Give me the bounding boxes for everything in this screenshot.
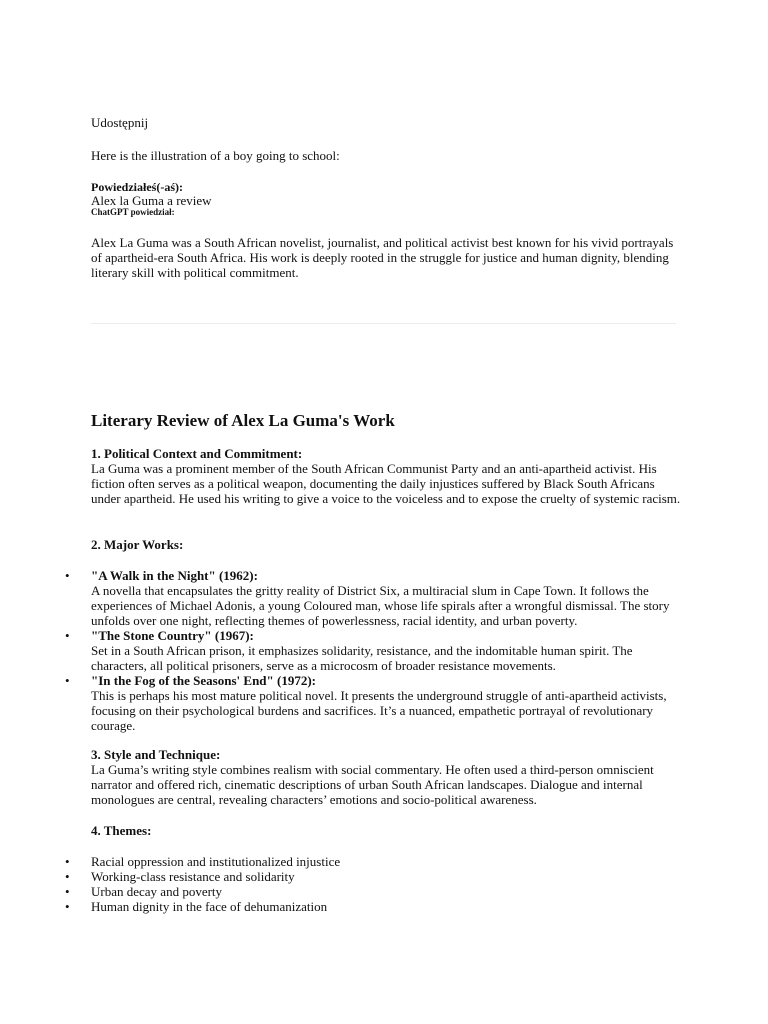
themes-list <box>91 854 681 914</box>
section-themes <box>91 823 681 838</box>
section-body: La Guma was a prominent member of the South African Communist Party and an anti-apartheid activist. His fiction often serves as a political weapon, documenting the daily injustices suffered by Black South Africans under apartheid. He used his writing to give a voice to the voiceless and to expose the cruelty of systemic racism. <box>91 461 681 506</box>
work-title: • "The Stone Country" (1967): <box>91 628 254 643</box>
review-title: Literary Review of Alex La Guma's Work <box>91 411 395 430</box>
answer-intro: Alex La Guma was a South African novelist, journalist, and political activist best known for his vivid portrayals of apartheid-era South Africa. His work is deeply rooted in the struggle for justice and human dignity, blending literary skill with political commitment. <box>91 235 674 280</box>
work-title: • "In the Fog of the Seasons' End" (1972): <box>91 673 316 688</box>
section-style-technique <box>91 747 681 807</box>
list-item: • Human dignity in the face of dehumanization <box>91 899 681 914</box>
divider <box>91 323 676 324</box>
section-political-context <box>91 446 681 506</box>
list-item: • Working-class resistance and solidarity <box>91 869 681 884</box>
intro-line: Here is the illustration of a boy going to school: <box>91 148 340 163</box>
section-heading: 1. Political Context and Commitment: <box>91 446 303 461</box>
list-item: • Urban decay and poverty <box>91 884 681 899</box>
list-item: • Racial oppression and institutionalized injustice <box>91 854 681 869</box>
list-item <box>91 568 681 628</box>
share-link[interactable]: Udostępnij <box>91 115 149 130</box>
section-heading: 3. Style and Technique: <box>91 747 221 762</box>
work-description: Set in a South African prison, it emphasizes solidarity, resistance, and the indomitable human spirit. The characters, all political prisoners, serve as a microcosm of broader resistance movements. <box>91 643 633 673</box>
list-item <box>91 673 681 733</box>
section-heading: 2. Major Works: <box>91 537 184 552</box>
list-item <box>91 628 681 673</box>
assistant-label: ChatGPT powiedział: <box>91 207 175 217</box>
section-heading: 4. Themes: <box>91 823 152 838</box>
work-description: This is perhaps his most mature political novel. It presents the underground struggle of anti-apartheid activists, focusing on their psychological burdens and sacrifices. It’s a nuanced, empathetic portrayal of revolutionary courage. <box>91 688 667 733</box>
work-title: • "A Walk in the Night" (1962): <box>91 568 258 583</box>
user-message: Alex la Guma a review <box>91 193 212 208</box>
section-body: La Guma’s writing style combines realism with social commentary. He often used a third-person omniscient narrator and offered rich, cinematic descriptions of urban South African landscapes. Dialogue and internal monologues are central, revealing characters’ emotions and socio-political awareness. <box>91 762 654 807</box>
user-label: Powiedziałeś(-aś): <box>91 180 183 194</box>
major-works-list <box>91 568 681 733</box>
section-major-works <box>91 537 681 552</box>
work-description: A novella that encapsulates the gritty reality of District Six, a multiracial slum in Cape Town. It follows the experiences of Michael Adonis, a young Coloured man, whose life spirals after a wrongful dismissal. The story unfolds over one night, reflecting themes of powerlessness, racial identity, and urban poverty. <box>91 583 670 628</box>
